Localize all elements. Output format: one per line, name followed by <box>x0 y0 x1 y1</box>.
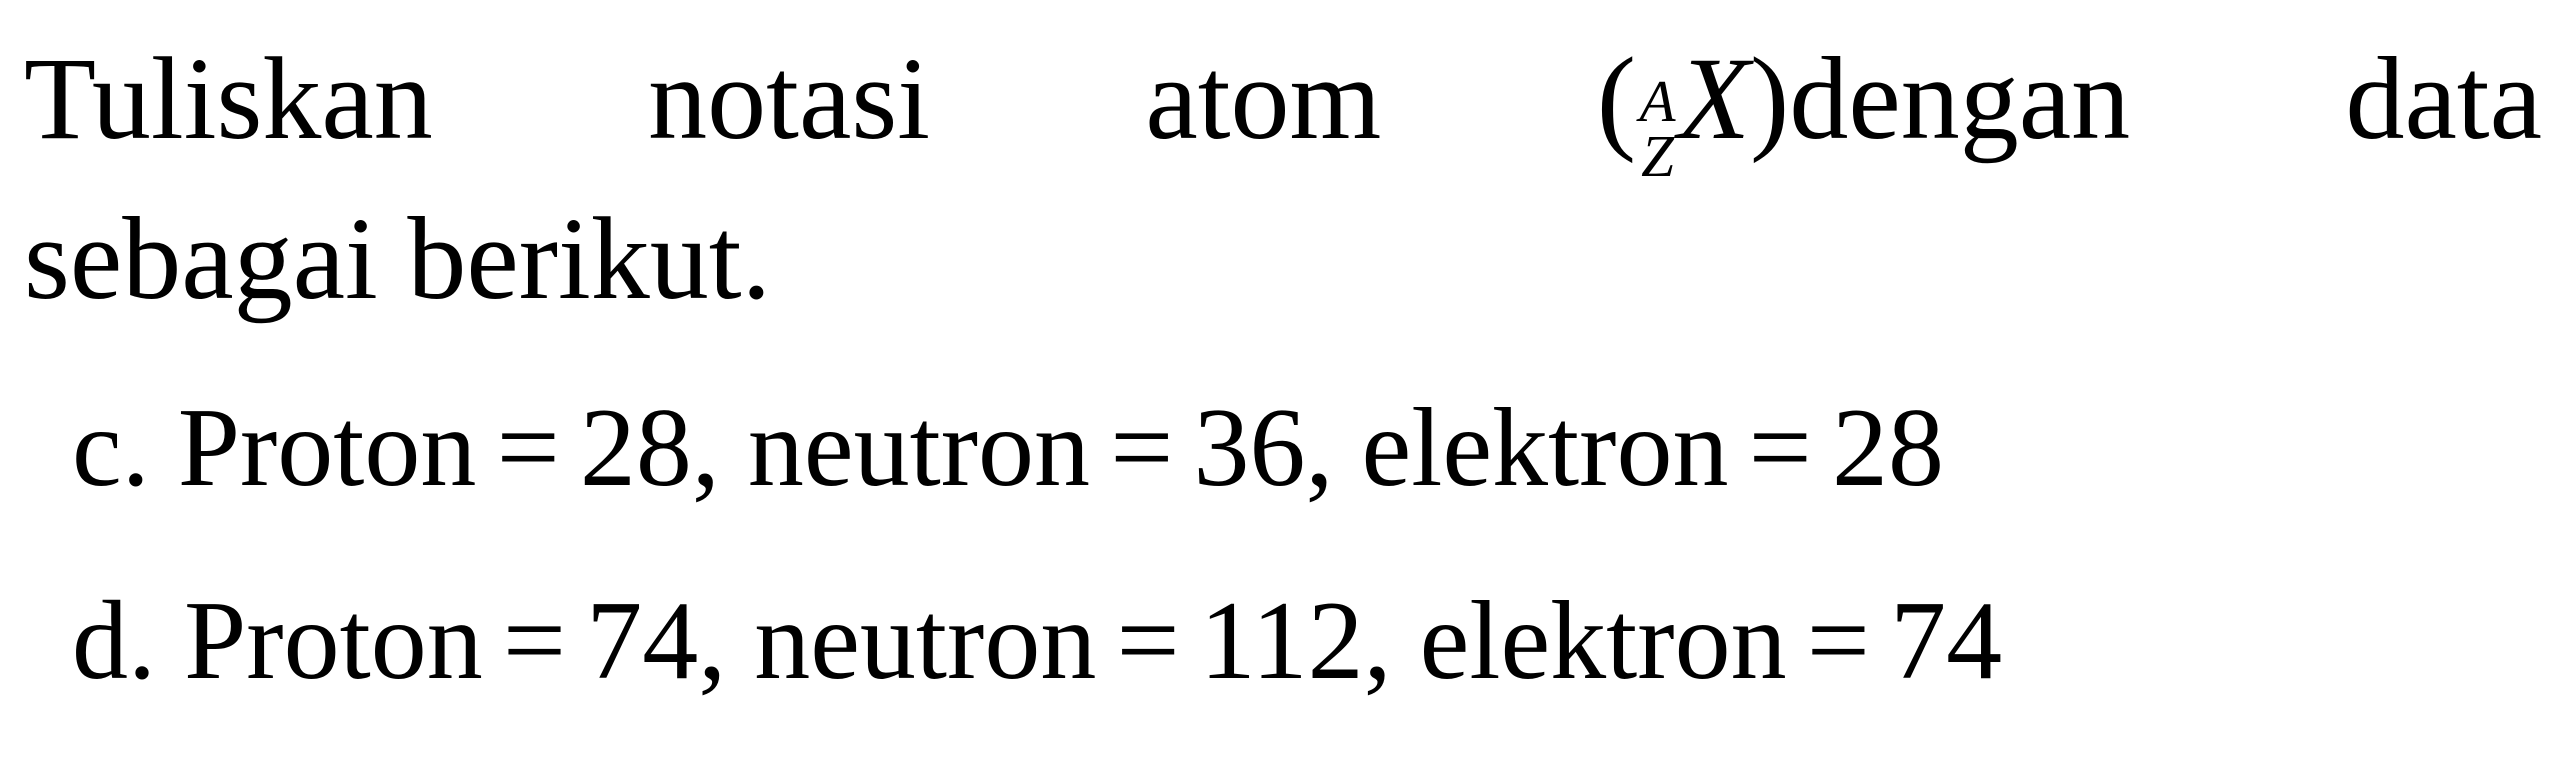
equals-sign: = <box>502 579 567 703</box>
notation-mass-number: A <box>1639 68 1676 135</box>
notation-open-paren: ( <box>1596 33 1636 164</box>
elektron-label: elektron <box>1361 386 1729 510</box>
proton-value: 28, <box>579 386 720 510</box>
equals-sign: = <box>1110 386 1174 510</box>
proton-label: Proton <box>177 386 477 510</box>
item-letter: d. <box>72 579 156 703</box>
item-d <box>72 579 2003 703</box>
atom-notation <box>1596 33 1790 200</box>
question-line-1 <box>24 33 2542 200</box>
proton-label: Proton <box>184 579 483 703</box>
equals-sign: = <box>496 386 560 510</box>
word-atom: atom <box>1145 33 1382 164</box>
equals-sign: = <box>1116 579 1180 703</box>
notation-scripts <box>1639 68 1676 189</box>
word-tuliskan: Tuliskan <box>24 33 433 164</box>
word-notasi: notasi <box>648 33 931 164</box>
notation-element-symbol: X <box>1677 33 1751 164</box>
proton-value: 74, <box>586 579 727 703</box>
neutron-label: neutron <box>754 579 1097 703</box>
item-c <box>72 386 1944 510</box>
word-data: data <box>2345 33 2542 164</box>
neutron-value: 112, <box>1199 579 1392 703</box>
equals-sign: = <box>1748 386 1812 510</box>
elektron-label: elektron <box>1419 579 1787 703</box>
equals-sign: = <box>1806 579 1870 703</box>
notation-atomic-number: Z <box>1641 122 1674 189</box>
neutron-label: neutron <box>747 386 1091 510</box>
notation-close-paren: ) <box>1750 33 1790 164</box>
elektron-value: 28 <box>1831 386 1944 510</box>
item-letter: c. <box>72 386 150 510</box>
elektron-value: 74 <box>1890 579 2003 703</box>
word-dengan: dengan <box>1789 33 2131 164</box>
question-line-2: sebagai berikut. <box>24 193 772 324</box>
atom-notation-group <box>1596 33 2131 200</box>
neutron-value: 36, <box>1193 386 1334 510</box>
